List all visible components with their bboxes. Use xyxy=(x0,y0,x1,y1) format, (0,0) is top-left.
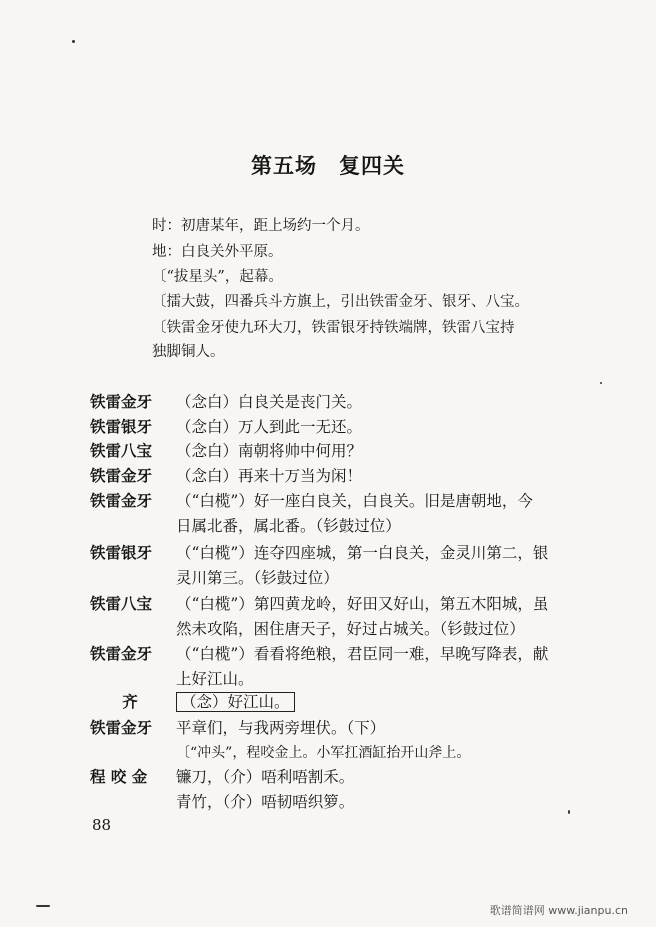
speech-text-boxed xyxy=(176,690,612,714)
speech-text: 镰刀，（介）唔利唔割禾。 xyxy=(176,768,355,786)
speech-text: （“白榄”）第四黄龙岭，好田又好山，第五木阳城，虽 xyxy=(176,595,549,613)
role-name: 铁雷金牙 xyxy=(90,393,153,411)
role-name: 铁雷金牙 xyxy=(90,719,153,737)
stage-direction-place: 地：白良关外平原。 xyxy=(152,244,283,260)
stage-direction-time: 时：初唐某年，距上场约一个月。 xyxy=(152,218,370,234)
stage-direction-curtain: 〔“拔星头”，起幕。 xyxy=(152,269,283,285)
stage-direction-weapons-cont: 独脚铜人。 xyxy=(152,344,225,360)
speech-text: （念）好江山。 xyxy=(176,692,295,712)
role-name: 铁雷金牙 xyxy=(90,492,153,510)
role-name: 铁雷金牙 xyxy=(90,467,153,485)
role-name: 铁雷银牙 xyxy=(90,418,153,436)
speech-text: （念白）白良关是丧门关。 xyxy=(176,393,363,411)
role-name: 铁雷八宝 xyxy=(90,442,153,460)
speech-text: （“白榄”）好一座白良关，白良关。旧是唐朝地，今 xyxy=(176,492,533,510)
speech-text: 平章们，与我两旁埋伏。（下） xyxy=(176,719,386,737)
stage-direction-entrance: 〔擂大鼓，四番兵斗方旗上，引出铁雷金牙、银牙、八宝。 xyxy=(152,294,529,310)
speech-text: （念白）万人到此一无还。 xyxy=(176,418,363,436)
speech-text: （念白）再来十万当为闲！ xyxy=(176,467,363,485)
role-name: 铁雷银牙 xyxy=(90,544,153,562)
speech-text: （念白）南朝将帅中何用？ xyxy=(176,442,363,460)
role-name: 程 咬 金 xyxy=(90,768,148,786)
stage-direction-text: 〔“冲头”，程咬金上。小军扛酒缸抬开山斧上。 xyxy=(176,745,471,761)
role-name: 齐 xyxy=(122,693,138,711)
speech-text-cont: 青竹，（介）唔韧唔织箩。 xyxy=(176,793,355,811)
speech-text-cont: 然未攻陷，困住唐天子，好过占城关。（钐鼓过位） xyxy=(176,620,525,638)
speech-text-cont: 灵川第三。（钐鼓过位） xyxy=(176,569,339,587)
speech-text: （“白榄”）连夺四座城，第一白良关，金灵川第二，银 xyxy=(176,544,549,562)
scene-title: 第五场 复四关 xyxy=(251,154,405,178)
site-watermark: 歌谱简谱网 www.jianpu.cn xyxy=(489,904,628,917)
stage-direction-weapons: 〔铁雷金牙使九环大刀，铁雷银牙持铁端牌，铁雷八宝持 xyxy=(152,320,515,336)
scan-speck xyxy=(600,382,602,384)
scan-speck xyxy=(72,40,75,43)
scan-speck xyxy=(36,905,50,907)
speech-text-cont: 日属北番，属北番。（钐鼓过位） xyxy=(176,517,401,535)
scan-speck xyxy=(568,810,570,814)
role-name: 铁雷金牙 xyxy=(90,645,153,663)
page-number: 88 xyxy=(92,816,112,834)
speech-text-cont: 上好江山。 xyxy=(176,670,254,688)
role-name: 铁雷八宝 xyxy=(90,595,153,613)
speech-text: （“白榄”）看看将绝粮，君臣同一难，早晚写降表，献 xyxy=(176,645,549,663)
